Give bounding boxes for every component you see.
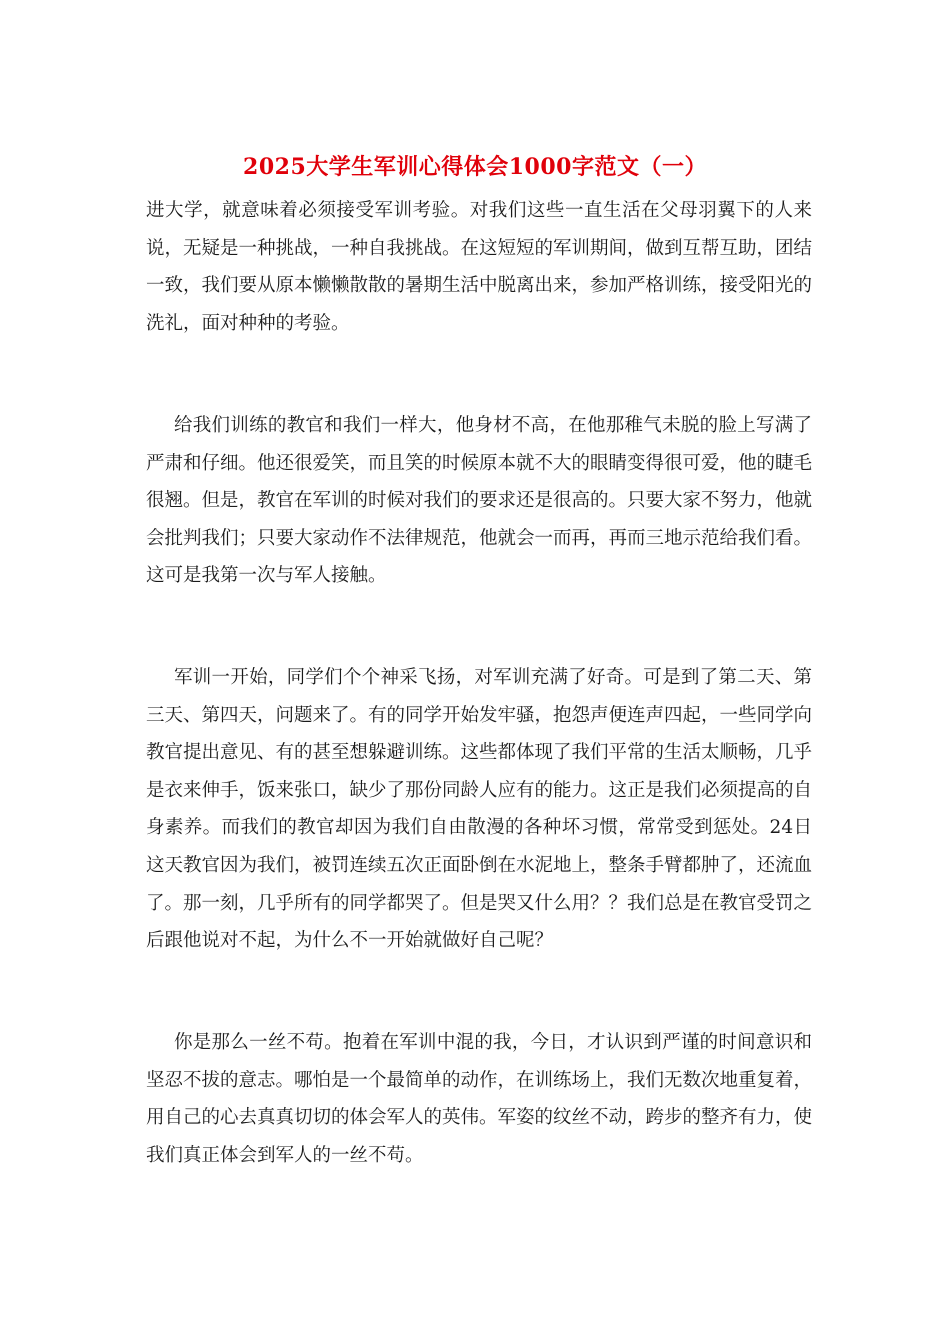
paragraph-2: 给我们训练的教官和我们一样大，他身材不高，在他那稚气未脱的脸上写满了严肃和仔细。他还很爱笑，而且笑的时候原本就不大的眼睛变得很可爱，他的睫毛很翘。但是，教官在军训的时候对我们的要求还是很高的。只要大家不努力，他就会批判我们；只要大家动作不法律规范，他就会一而再，再而三地示范给我们看。这可是我第一次与军人接触。 — [146, 415, 813, 587]
paragraph-1: 进大学，就意味着必须接受军训考验。对我们这些一直生活在父母羽翼下的人来说，无疑是一种挑战，一种自我挑战。在这短短的军训期间，做到互帮互助，团结一致，我们要从原本懒懒散散的暑期生活中脱离出来，参加严格训练，接受阳光的洗礼，面对种种的考验。 — [146, 200, 813, 334]
document-title: 2025大学生军训心得体会1000字范文（一） — [243, 154, 707, 180]
paragraph-4: 你是那么一丝不苟。抱着在军训中混的我，今日，才认识到严谨的时间意识和坚忍不拔的意志。哪怕是一个最简单的动作，在训练场上，我们无数次地重复着，用自己的心去真真切切的体会军人的英伟。军姿的纹丝不动，跨步的整齐有力，使我们真正体会到军人的一丝不苟。 — [146, 1032, 813, 1166]
paragraph-3: 军训一开始，同学们个个神采飞扬，对军训充满了好奇。可是到了第二天、第三天、第四天，问题来了。有的同学开始发牢骚，抱怨声便连声四起，一些同学向教官提出意见、有的甚至想躲避训练。这些都体现了我们平常的生活太顺畅，几乎是衣来伸手，饭来张口，缺少了那份同龄人应有的能力。这正是我们必须提高的自身素养。而我们的教官却因为我们自由散漫的各种坏习惯，常常受到惩处。24日这天教官因为我们，被罚连续五次正面卧倒在水泥地上，整条手臂都肿了，还流血了。那一刻，几乎所有的同学都哭了。但是哭又什么用？？我们总是在教官受罚之后跟他说对不起，为什么不一开始就做好自己呢？ — [146, 667, 813, 952]
